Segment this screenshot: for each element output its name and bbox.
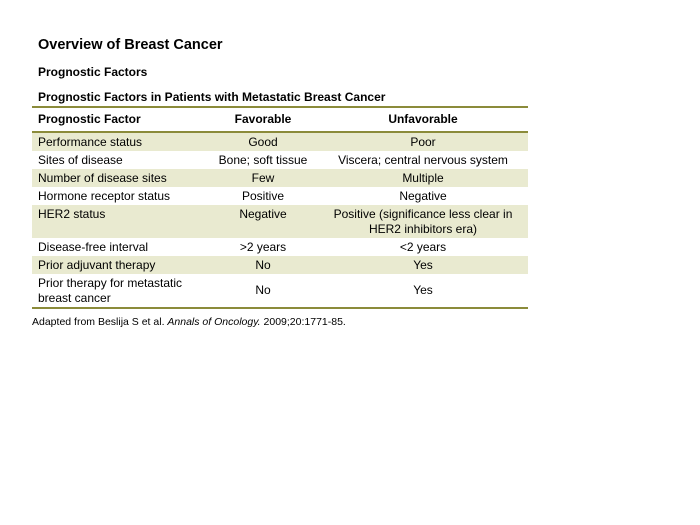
cell-unfavorable: Poor [318,132,528,151]
cell-unfavorable: <2 years [399,239,447,254]
prognostic-factors-table [32,106,528,309]
cell-favorable: Bone; soft tissue [218,152,308,167]
cell-factor: Disease-free interval [38,239,149,254]
table-row [32,256,528,274]
table-row [32,274,528,308]
table-header-row [32,107,528,132]
cell-favorable: Positive [241,188,285,203]
cell-favorable: Good [208,132,318,151]
header-favorable: Favorable [208,107,318,132]
cell-favorable: >2 years [239,239,287,254]
table-row [32,169,528,187]
table-row [32,151,528,169]
page-title: Overview of Breast Cancer [38,37,223,53]
header-prognostic-factor: Prognostic Factor [32,107,208,132]
prognostic-factors-table-section [32,90,528,309]
cell-favorable: No [208,274,318,308]
table-row [32,132,528,151]
cell-unfavorable: Negative [399,188,447,203]
cell-unfavorable: Yes [318,274,528,308]
header-unfavorable: Unfavorable [318,107,528,132]
footnote-suffix: 2009;20:1771-85. [260,316,346,328]
cell-unfavorable: Yes [318,256,528,274]
cell-unfavorable: Positive (significance less clear in HER2 inhibitors era) [318,205,528,238]
cell-factor: Sites of disease [38,152,123,167]
cell-factor: HER2 status [32,205,208,238]
cell-factor: Prior adjuvant therapy [32,256,208,274]
cell-factor: Prior therapy for metastatic breast cancer [32,274,208,308]
table-caption: Prognostic Factors in Patients with Metastatic Breast Cancer [38,90,386,104]
footnote-journal: Annals of Oncology. [167,316,261,328]
cell-factor: Hormone receptor status [38,188,171,203]
cell-favorable: No [208,256,318,274]
cell-favorable: Negative [208,205,318,238]
footnote-prefix: Adapted from Beslija S et al. [32,316,168,328]
table-row [32,238,528,256]
cell-factor: Number of disease sites [32,169,208,187]
table-row [32,187,528,205]
cell-unfavorable: Viscera; central nervous system [338,152,508,167]
cell-factor: Performance status [32,132,208,151]
cell-favorable: Few [208,169,318,187]
page-subtitle: Prognostic Factors [38,65,148,79]
table-row [32,205,528,238]
source-footnote [32,316,346,328]
cell-unfavorable: Multiple [318,169,528,187]
